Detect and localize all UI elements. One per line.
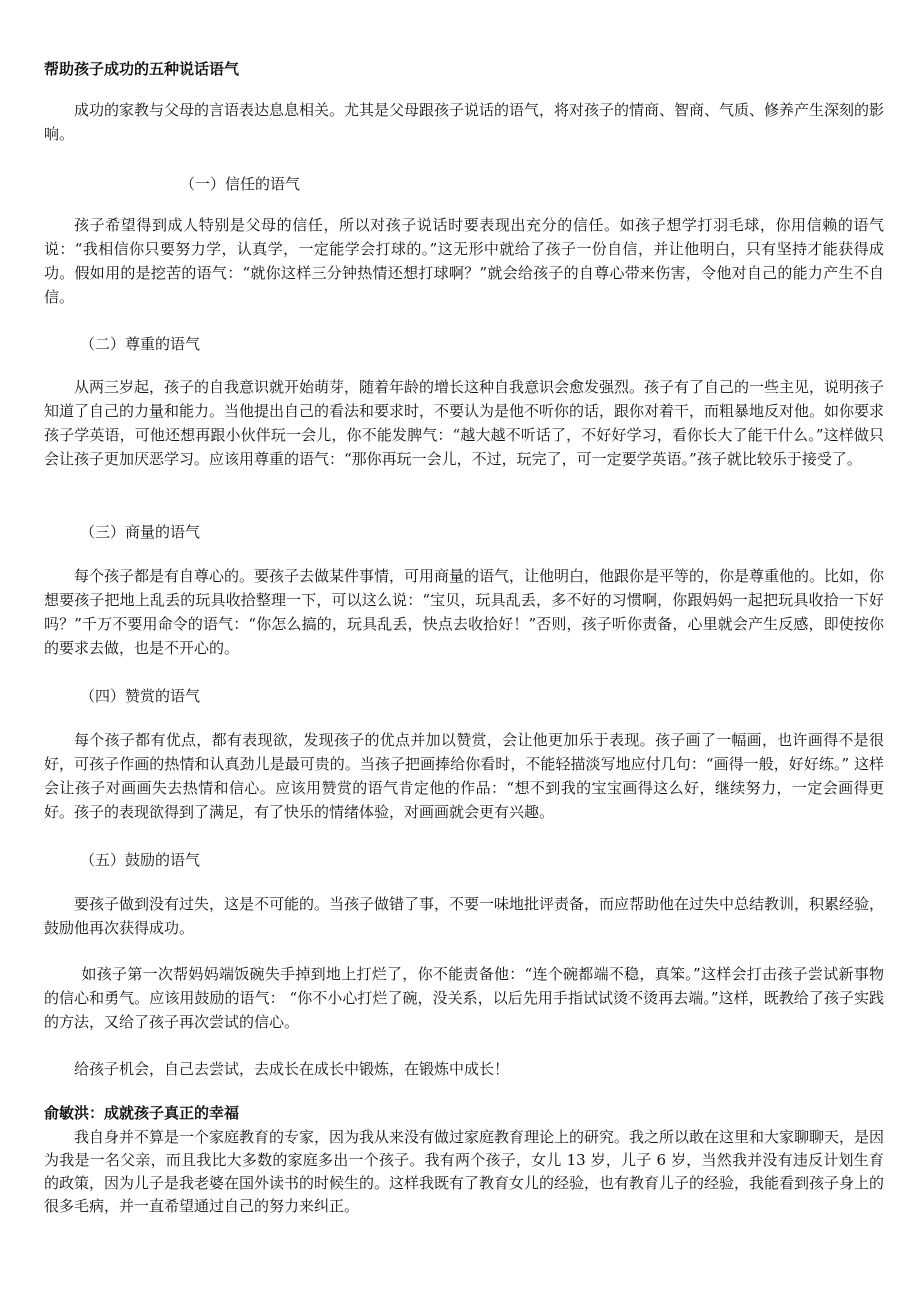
heading-encourage: （五）鼓励的语气 xyxy=(80,851,201,869)
section2-title: 俞敏洪：成就孩子真正的幸福 xyxy=(44,1104,240,1122)
paragraph-respect: 从两三岁起，孩子的自我意识就开始萌芽，随着年龄的增长这种自我意识会愈发强烈。孩子有了自己的一些主见，说明孩子知道了自己的力量和能力。当他提出自己的看法和要求时，不要认为是他不听你的话，跟你对着干，而粗暴地反对他。如你要求孩子学英语，可他还想再跟小伙伴玩一会儿，你不能发脾气：“越大越不听话了，不好好学习，看你长大了能干什么。”这样做只会让孩子更加厌恶学习。应该用尊重的语气：“那你再玩一会儿，不过，玩完了，可一定要学英语。”孩子就比较乐于接受了。 xyxy=(44,378,885,468)
heading-praise: （四）赞赏的语气 xyxy=(80,687,201,705)
heading-trust: （一）信任的语气 xyxy=(180,175,301,193)
paragraph-praise: 每个孩子都有优点，都有表现欲，发现孩子的优点并加以赞赏，会让他更加乐于表现。孩子画了一幅画，也许画得不是很好，可孩子作画的热情和认真劲儿是最可贵的。当孩子把画捧给你看时，不能轻描淡写地应付几句：“画得一般，好好练。” 这样会让孩子对画画失去热情和信心。应该用赞赏的语气肯定他的作品：“想不到我的宝宝画得这么好，继续努力，一定会画得更好。孩子的表现欲得到了满足，有了快乐的情绪体验，对画画就会更有兴趣。 xyxy=(44,731,884,821)
paragraph-encourage-3: 给孩子机会，自己去尝试，去成长在成长中锻炼，在锻炼中成长！ xyxy=(74,1060,510,1078)
intro-paragraph: 成功的家教与父母的言语表达息息相关。尤其是父母跟孩子说话的语气，将对孩子的情商、智商、气质、修养产生深刻的影响。 xyxy=(44,101,885,143)
heading-respect: （二）尊重的语气 xyxy=(80,335,201,353)
article-title: 帮助孩子成功的五种说话语气 xyxy=(44,60,240,78)
paragraph-encourage-2: 如孩子第一次帮妈妈端饭碗失手掉到地上打烂了，你不能责备他：“连个碗都端不稳，真笨。”这样会打击孩子尝试新事物的信心和勇气。应该用鼓励的语气： “你不小心打烂了碗，没关系，以后先用手指试试烫不烫再去端。”这样，既教给了孩子实践的方法，又给了孩子再次尝试的信心。 xyxy=(44,965,884,1031)
paragraph-discuss: 每个孩子都是有自尊心的。要孩子去做某件事情，可用商量的语气，让他明白，他跟你是平等的，你是尊重他的。比如，你想要孩子把地上乱丢的玩具收拾整理一下，可以这么说：“宝贝，玩具乱丢，多不好的习惯啊，你跟妈妈一起把玩具收拾一下好吗？”千万不要用命令的语气：“你怎么搞的，玩具乱丢，快点去收拾好！”否则，孩子听你责备，心里就会产生反感，即使按你的要求去做，也是不开心的。 xyxy=(44,567,885,657)
section2-paragraph: 我自身并不算是一个家庭教育的专家，因为我从来没有做过家庭教育理论上的研究。我之所以敢在这里和大家聊聊天，是因为我是一名父亲，而且我比大多数的家庭多出一个孩子。我有两个孩子，女儿 13 岁，儿子 6 岁，当然我并没有违反计划生育的政策，因为儿子是我老婆在国外读书的时候生的。这样我既有了教育女儿的经验，也有教育儿子的经验，我能看到孩子身上的很多毛病，并一直希望通过自己的努力来纠正。 xyxy=(44,1128,885,1215)
paragraph-trust: 孩子希望得到成人特别是父母的信任，所以对孩子说话时要表现出充分的信任。如孩子想学打羽毛球，你用信赖的语气说：“我相信你只要努力学，认真学，一定能学会打球的。”这无形中就给了孩子一份自信，并让他明白，只有坚持才能获得成功。假如用的是挖苦的语气：“就你这样三分钟热情还想打球啊？”就会给孩子的自尊心带来伤害，令他对自己的能力产生不自信。 xyxy=(44,216,884,306)
paragraph-encourage-1: 要孩子做到没有过失，这是不可能的。当孩子做错了事，不要一味地批评责备，而应帮助他在过失中总结教训，积累经验，鼓励他再次获得成功。 xyxy=(44,895,885,937)
heading-discuss: （三）商量的语气 xyxy=(80,523,201,541)
